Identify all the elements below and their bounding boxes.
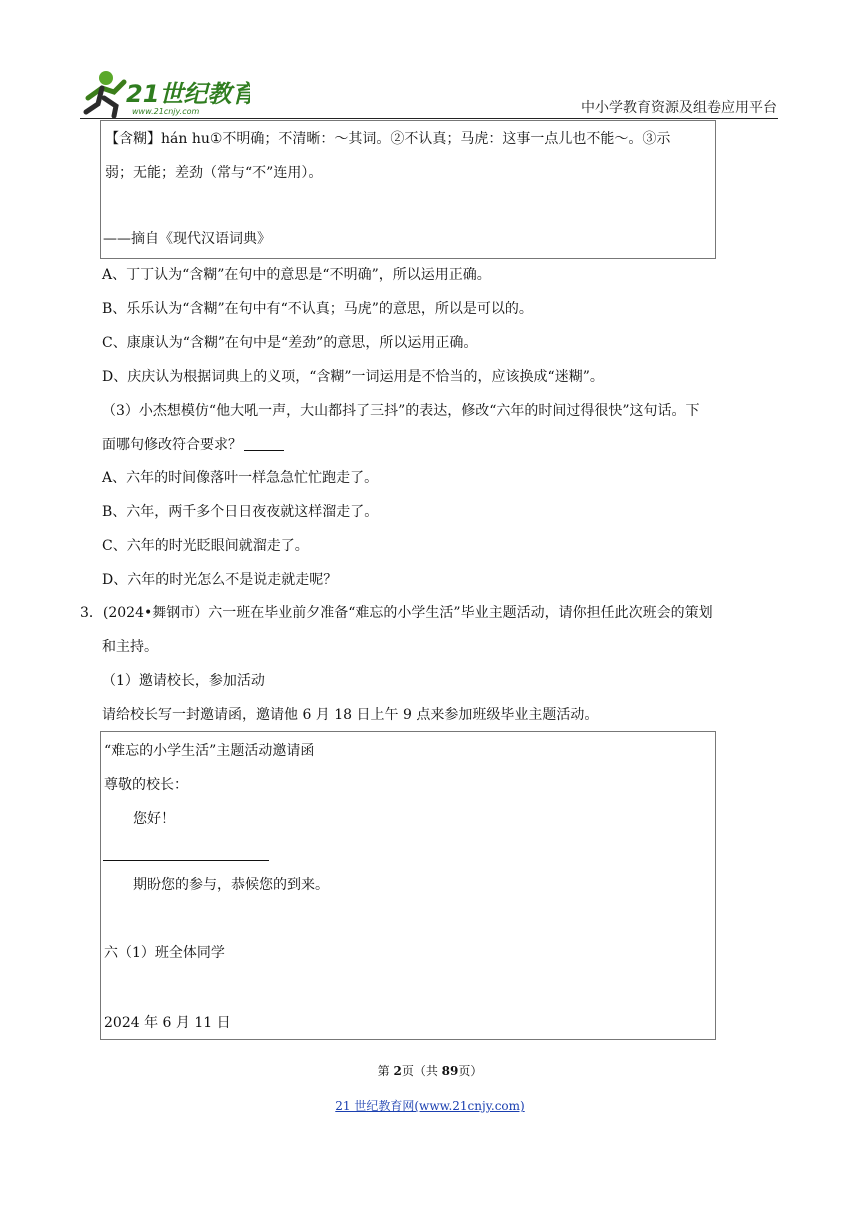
subquestion-3-line-1: （3）小杰想模仿“他大吼一声，大山都抖了三抖”的表达，修改“六年的时间过得很快”这句话。下 — [102, 403, 700, 419]
dictionary-source: ——摘自《现代汉语词典》 — [103, 231, 271, 247]
platform-name: 中小学教育资源及组卷应用平台 — [581, 100, 777, 116]
q3-option-c: C、六年的时光眨眼间就溜走了。 — [102, 538, 309, 554]
dictionary-line-2: 弱；无能；差劲（常与“不”连用）。 — [105, 165, 323, 181]
letter-title: “难忘的小学生活”主题活动邀请函 — [104, 743, 315, 759]
letter-signature: 六（1）班全体同学 — [104, 945, 225, 961]
subquestion-3-line-2 — [102, 435, 284, 455]
header-divider — [80, 118, 778, 119]
option-c: C、康康认为“含糊”在句中是“差劲”的意思，所以运用正确。 — [102, 335, 478, 351]
question-3-sub-1: （1）邀请校长，参加活动 — [102, 673, 265, 689]
logo-text: 21世纪教育 — [126, 80, 250, 108]
page-mid: 页（共 — [401, 1064, 442, 1078]
q3-option-a: A、六年的时间像落叶一样急急忙忙跑走了。 — [102, 470, 379, 486]
letter-closing: 期盼您的参与，恭候您的到来。 — [133, 877, 329, 893]
letter-greeting: 您好！ — [133, 811, 175, 827]
q3-option-b: B、六年，两千多个日日夜夜就这样溜走了。 — [102, 504, 379, 520]
letter-date: 2024 年 6 月 11 日 — [104, 1015, 231, 1031]
q3-option-d: D、六年的时光怎么不是说走就走呢？ — [102, 572, 338, 588]
logo-url-text: www.21cnjy.com — [132, 107, 200, 116]
question-3-instruction: 请给校长写一封邀请函，邀请他 6 月 18 日上午 9 点来参加班级毕业主题活动。 — [102, 707, 599, 723]
dictionary-line-1: 【含糊】hán hu①不明确；不清晰：～其词。②不认真；马虎：这事一点儿也不能～。③示 — [105, 131, 671, 147]
option-d: D、庆庆认为根据词典上的义项，“含糊”一词运用是不恰当的，应该换成“迷糊”。 — [102, 369, 604, 385]
option-a: A、丁丁认为“含糊”在句中的意思是“不明确”，所以运用正确。 — [102, 267, 491, 283]
total-pages: 89 — [441, 1064, 459, 1078]
page-suffix: 页） — [458, 1064, 483, 1078]
invitation-letter-box — [100, 731, 716, 1040]
letter-salutation: 尊敬的校长： — [104, 777, 188, 793]
page-number — [0, 1062, 860, 1079]
current-page: 2 — [393, 1064, 402, 1078]
answer-blank — [244, 436, 284, 451]
footer-website-link[interactable]: 21 世纪教育网(www.21cnjy.com) — [335, 1099, 525, 1113]
subquestion-3-text: 面哪句修改符合要求？ — [102, 437, 242, 453]
question-3-line-2: 和主持。 — [102, 639, 158, 655]
letter-answer-line — [103, 860, 269, 861]
runner-logo-icon — [80, 68, 250, 118]
question-3-line-1: 3．(2024•舞钢市）六一班在毕业前夕准备“难忘的小学生活”毕业主题活动，请你担任此次班会的策划 — [80, 605, 713, 621]
page-prefix: 第 — [377, 1064, 394, 1078]
dictionary-entry-box — [100, 120, 716, 259]
site-logo — [80, 68, 250, 118]
option-b: B、乐乐认为“含糊”在句中有“不认真；马虎”的意思，所以是可以的。 — [102, 301, 533, 317]
